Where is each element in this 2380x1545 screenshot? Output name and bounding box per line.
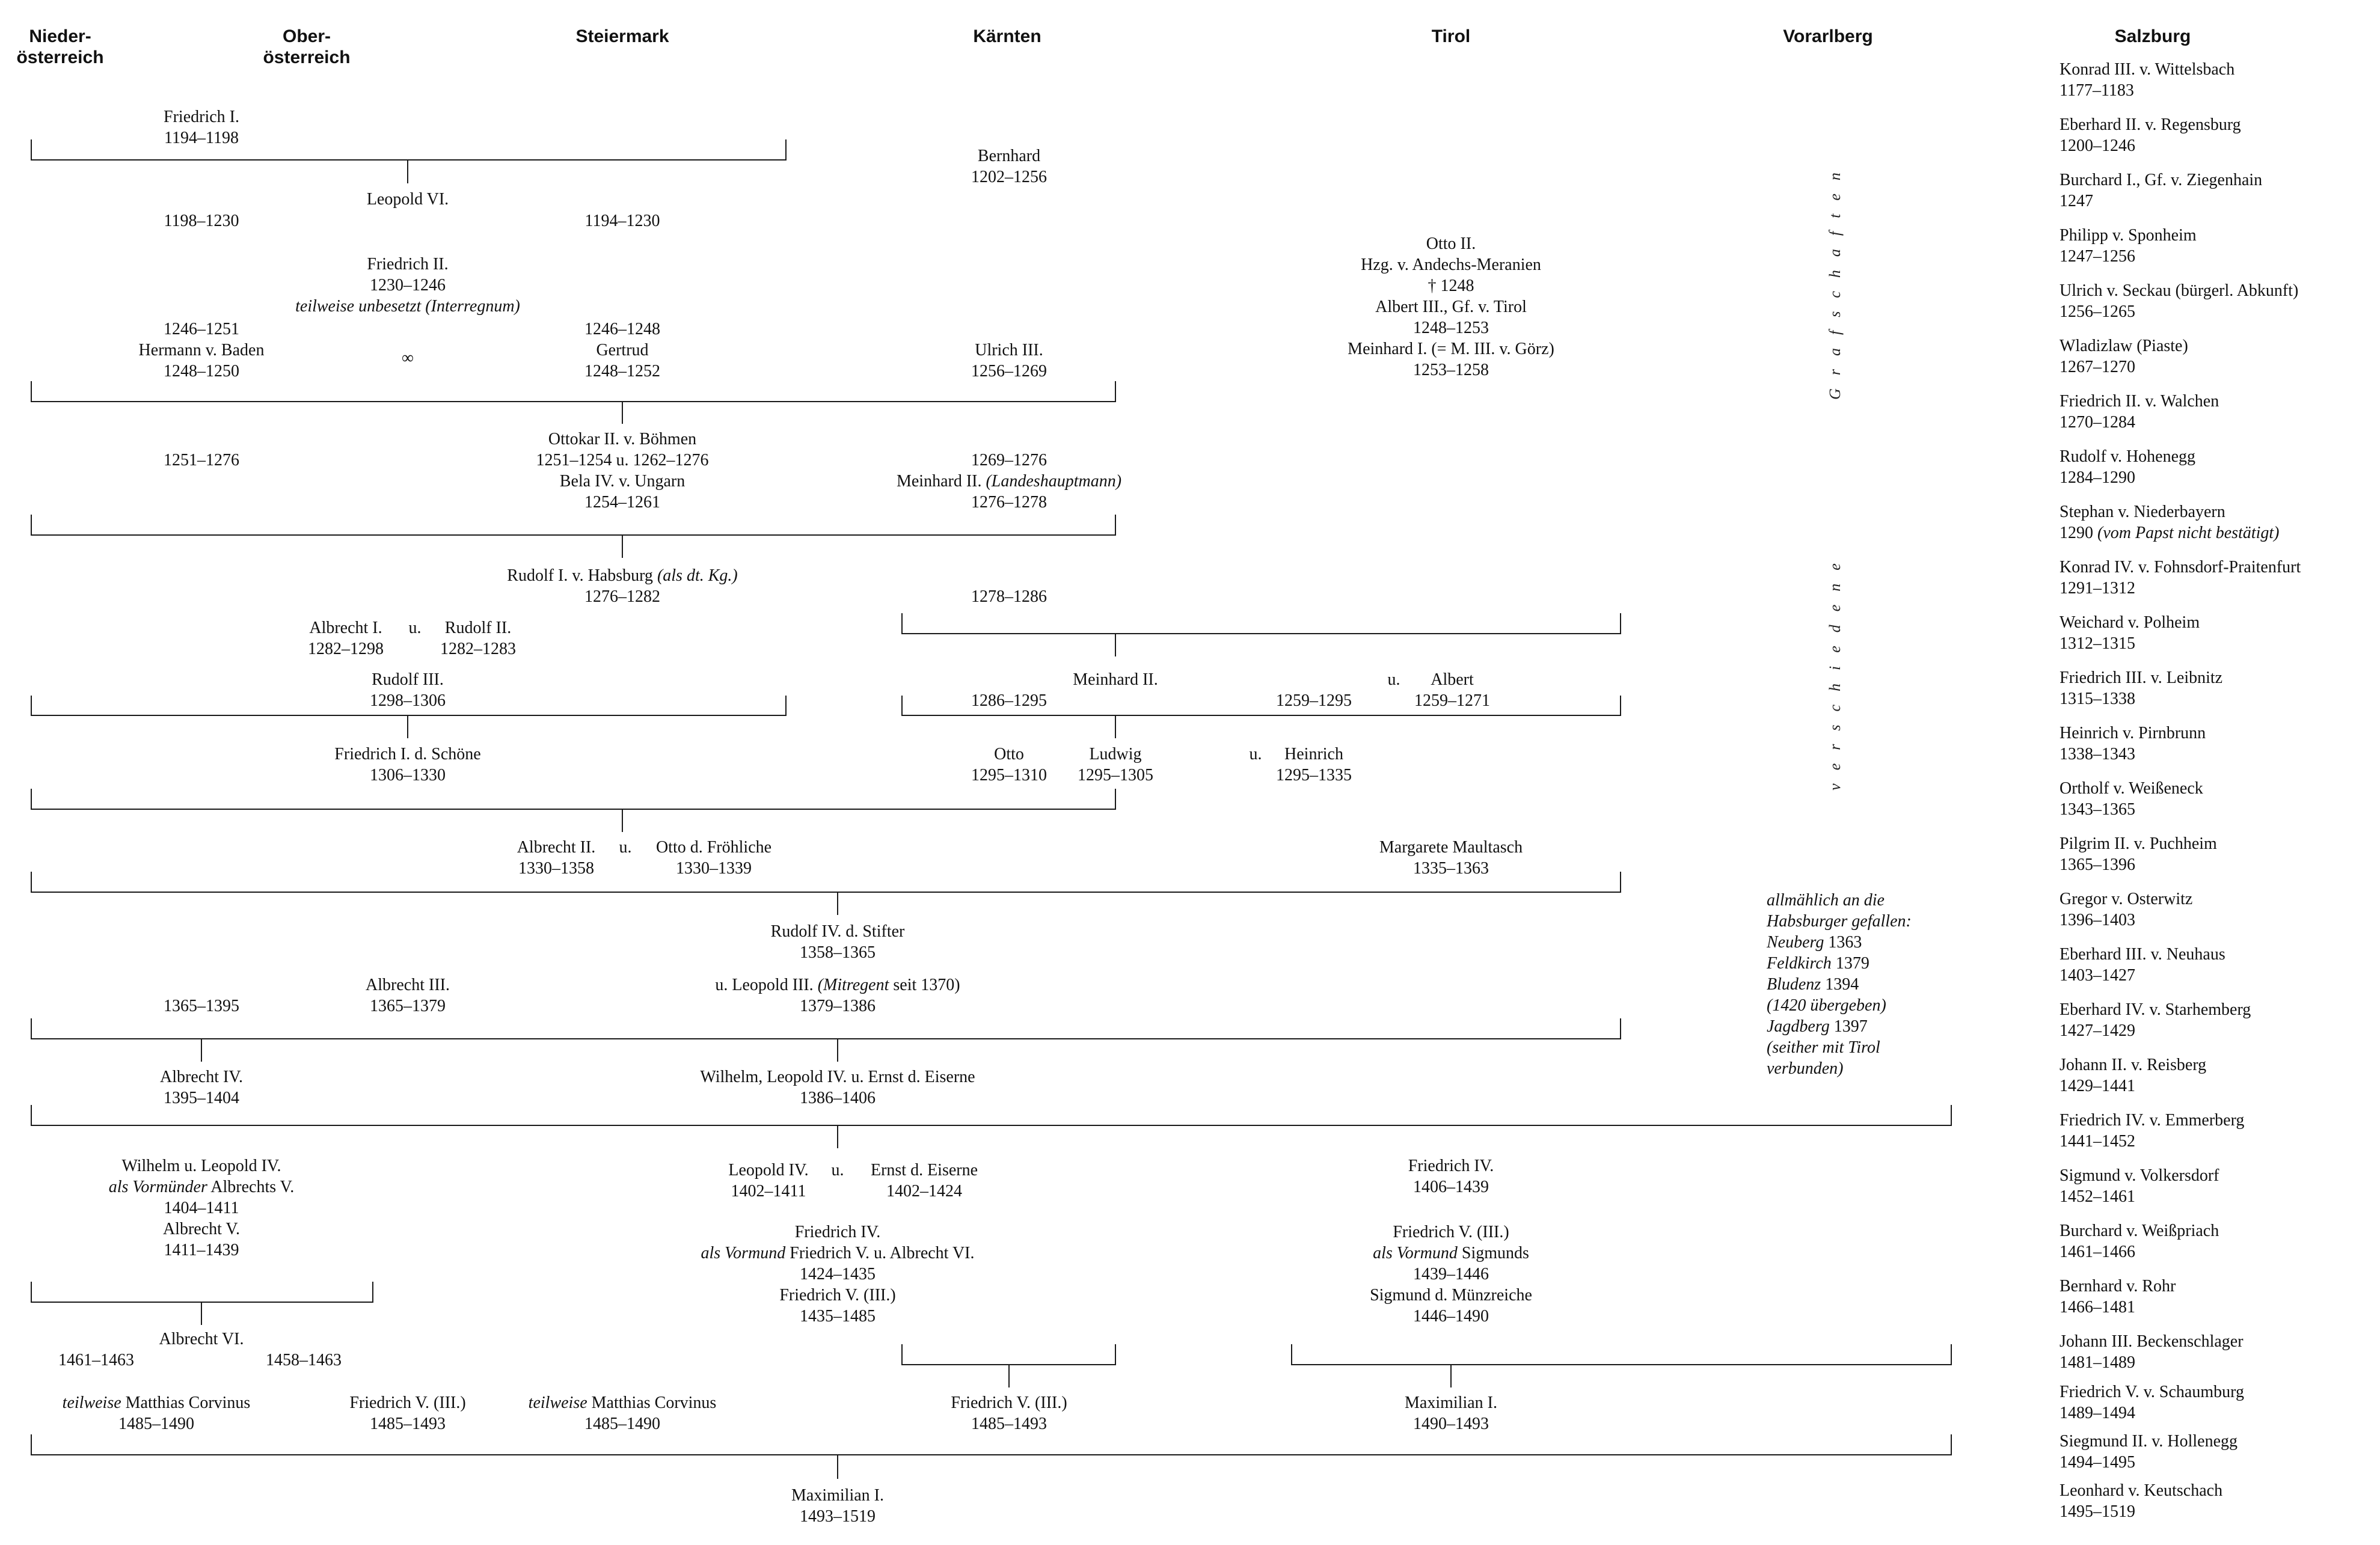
entry-margarete-maultasch: Margarete Maultasch 1335–1363	[1379, 838, 1523, 878]
bludenz-year: 1394	[1825, 975, 1859, 994]
entry-maximilian-1: Maximilian I. 1493–1519	[791, 1486, 884, 1526]
salzburg-friedrich-2: Friedrich II. v. Walchen 1270–1284	[2059, 392, 2219, 432]
entry-matthias-corvinus-st-years: 1485–1490	[584, 1415, 660, 1433]
entry-ernst-eiserne: Ernst d. Eiserne 1402–1424	[870, 1161, 978, 1201]
salzburg-sigmund: Sigmund v. Volkersdorf 1452–1461	[2059, 1166, 2219, 1206]
vorarlberg-bludenz	[1767, 974, 1859, 995]
salzburg-friedrich-5: Friedrich V. v. Schaumburg 1489–1494	[2059, 1383, 2244, 1422]
vorarlberg-feldkirch	[1767, 953, 1869, 974]
neuberg-year: 1363	[1828, 933, 1862, 952]
entry-vormuender-albrecht-5	[109, 1176, 295, 1198]
matthias-corvinus-no-name: Matthias Corvinus	[121, 1394, 251, 1412]
als-vormuender-note: als Vormünder	[108, 1178, 207, 1196]
salzburg-friedrich-4: Friedrich IV. v. Emmerberg 1441–1452	[2059, 1111, 2245, 1151]
salzburg-burchard-1: Burchard I., Gf. v. Ziegenhain 1247	[2059, 171, 2263, 210]
entry-leopold-6-no-years: 1198–1230	[164, 212, 239, 230]
entry-wilhelm-leopold-ernst: Wilhelm, Leopold IV. u. Ernst d. Eiserne 1386–1406	[700, 1068, 975, 1107]
entry-kaernten-1269: 1269–1276	[971, 451, 1047, 470]
bracket-kaernten-tirol-1286	[902, 613, 1621, 656]
entry-ulrich-3: Ulrich III. 1256–1269	[971, 341, 1047, 381]
header-tirol: Tirol	[1431, 26, 1471, 46]
salzburg-philipp: Philipp v. Sponheim 1247–1256	[2059, 226, 2197, 266]
entry-friedrich-schoene: Friedrich I. d. Schöne 1306–1330	[334, 745, 481, 785]
entry-friedrich-5-tirol: Friedrich V. (III.)	[1393, 1223, 1509, 1241]
entry-leopold-3	[715, 974, 960, 996]
bracket-1251	[31, 381, 1115, 424]
bludenz-name: Bludenz	[1767, 975, 1821, 994]
entry-leopold-6: Leopold VI.	[366, 190, 449, 209]
leopold-3-name: u. Leopold III.	[715, 976, 818, 994]
entry-friedrich-5-oo: Friedrich V. (III.) 1485–1493	[349, 1394, 466, 1433]
bracket-1490-tirol	[1292, 1344, 1951, 1387]
salzburg-eberhard-4: Eberhard IV. v. Starhemberg 1427–1429	[2059, 1000, 2251, 1040]
header-salzburg: Salzburg	[2114, 26, 2191, 46]
entry-ottokar-no-years: 1251–1276	[164, 451, 239, 470]
salzburg-friedrich-3: Friedrich III. v. Leibnitz 1315–1338	[2059, 668, 2223, 708]
bracket-1485-kaernten	[902, 1344, 1115, 1387]
salzburg-ulrich: Ulrich v. Seckau (bürgerl. Abkunft) 1256–1265	[2059, 281, 2299, 321]
entry-friedrich-4-steiermark: Friedrich IV.	[794, 1223, 881, 1241]
entry-matthias-corvinus-no	[63, 1392, 251, 1413]
stephan-note: (vom Papst nicht bestätigt)	[2093, 524, 2280, 542]
salzburg-eberhard-3: Eberhard III. v. Neuhaus 1403–1427	[2059, 945, 2225, 985]
entry-sigmund-muenzreiche: Sigmund d. Münzreiche 1446–1490	[1370, 1286, 1532, 1326]
salzburg-weichard: Weichard v. Polheim 1312–1315	[2059, 613, 2200, 653]
rudolf-1-name: Rudolf I. v. Habsburg	[507, 566, 657, 585]
entry-hermann: Hermann v. Baden 1248–1250	[138, 341, 265, 381]
conj-meinhard-albert: u.	[1387, 670, 1400, 689]
albrechts-5: Albrechts V.	[207, 1178, 295, 1196]
header-vorarlberg: Vorarlberg	[1783, 26, 1873, 46]
entry-albrecht-5: Albrecht V. 1411–1439	[162, 1220, 241, 1259]
feldkirch-name: Feldkirch	[1767, 954, 1832, 973]
vorarlberg-grafschaften: Grafschaften	[1826, 159, 1844, 400]
entry-ottokar-bela: Ottokar II. v. Böhmen 1251–1254 u. 1262–1276 Bela IV. v. Ungarn 1254–1261	[536, 430, 709, 512]
conj-leopold4-ernst: u.	[831, 1161, 844, 1179]
entry-bernhard: Bernhard 1202–1256	[971, 147, 1047, 186]
salzburg-johann-2: Johann II. v. Reisberg 1429–1441	[2059, 1056, 2207, 1095]
entry-rudolf-3: Rudolf III. 1298–1306	[370, 670, 446, 710]
entry-gertrud: Gertrud 1248–1252	[584, 341, 660, 381]
entry-hermann-years: 1246–1251	[164, 320, 239, 338]
salzburg-leonhard: Leonhard v. Keutschach 1495–1519	[2059, 1481, 2223, 1521]
entry-heinrich: Heinrich 1295–1335	[1276, 745, 1352, 785]
vorarlberg-neuberg	[1767, 932, 1862, 953]
entry-gertrud-years: 1246–1248	[584, 320, 660, 338]
salzburg-siegmund-2: Siegmund II. v. Hollenegg 1494–1495	[2059, 1432, 2238, 1472]
note-interregnum: teilweise unbesetzt (Interregnum)	[295, 297, 520, 316]
jagdberg-year: 1397	[1833, 1017, 1868, 1036]
salzburg-konrad-4: Konrad IV. v. Fohnsdorf-Praitenfurt 1291–1312	[2059, 558, 2301, 598]
teilweise-note-1: teilweise	[62, 1394, 121, 1412]
teilweise-note-2: teilweise	[528, 1394, 587, 1412]
entry-friedrich-5-kaernten: Friedrich V. (III.) 1485–1493	[951, 1394, 1067, 1433]
stephan-year: 1290	[2059, 524, 2093, 542]
salzburg-stephan: Stephan v. Niederbayern	[2059, 503, 2225, 521]
entry-rudolf-1	[507, 565, 737, 586]
entry-matthias-corvinus-st	[529, 1392, 717, 1413]
entry-matthias-corvinus-no-years: 1485–1490	[118, 1415, 194, 1433]
entry-friedrich-5-tirol-years: 1439–1446	[1413, 1265, 1489, 1283]
matthias-corvinus-st-name: Matthias Corvinus	[587, 1394, 717, 1412]
salzburg-ortholf: Ortholf v. Weißeneck 1343–1365	[2059, 779, 2203, 819]
neuberg-name: Neuberg	[1767, 933, 1824, 952]
vorarlberg-habsburg-intro: allmählich an die Habsburger gefallen:	[1767, 891, 1912, 931]
entry-leopold-6-st-years: 1194–1230	[584, 212, 660, 230]
entry-albert: Albert 1259–1271	[1414, 670, 1490, 710]
meinhard-2-name: Meinhard II.	[896, 472, 986, 491]
bracket-1276	[31, 515, 1115, 558]
bracket-1330	[31, 789, 1115, 832]
entry-friedrich-4-steiermark-years: 1424–1435	[800, 1265, 876, 1283]
als-vormund-note-2: als Vormund	[1373, 1244, 1458, 1262]
bracket-1198	[31, 139, 786, 183]
salzburg-rudolf: Rudolf v. Hohenegg 1284–1290	[2059, 447, 2196, 487]
vormund-friedrich5-albrecht6-text: Friedrich V. u. Albrecht VI.	[785, 1244, 975, 1262]
mitregent-note: (Mitregent	[817, 976, 889, 994]
entry-wilhelm-leopold-years: 1404–1411	[164, 1199, 239, 1217]
marriage-symbol: ∞	[402, 349, 414, 367]
entry-albrecht-6-no-years: 1461–1463	[58, 1351, 134, 1369]
entry-ludwig: Ludwig 1295–1305	[1078, 745, 1153, 785]
entry-meinhard-2-lh-years: 1276–1278	[971, 493, 1047, 512]
entry-otto-froehliche: Otto d. Fröhliche 1330–1339	[655, 838, 772, 878]
entry-albrecht-6-oo-years: 1458–1463	[266, 1351, 342, 1369]
jagdberg-name: Jagdberg	[1767, 1017, 1830, 1036]
entry-maximilian-tirol: Maximilian I. 1490–1493	[1405, 1394, 1497, 1433]
entry-wilhelm-leopold-4: Wilhelm u. Leopold IV.	[121, 1157, 281, 1175]
header-niederoesterreich: Nieder- österreich	[16, 26, 104, 67]
bracket-1386	[31, 1018, 1621, 1062]
als-vormund-note-1: als Vormund	[701, 1244, 786, 1262]
entry-albrecht-6: Albrecht VI.	[159, 1330, 244, 1348]
salzburg-gregor: Gregor v. Osterwitz 1396–1403	[2059, 890, 2193, 929]
entry-friedrich-4-tirol: Friedrich IV. 1406–1439	[1408, 1157, 1494, 1196]
entry-albrecht-3-no-years: 1365–1395	[164, 997, 239, 1015]
entry-otto: Otto 1295–1310	[971, 745, 1047, 785]
bracket-1493	[31, 1434, 1951, 1479]
entry-meinhard-2-landeshauptmann	[897, 471, 1121, 492]
entry-rudolf-4: Rudolf IV. d. Stifter 1358–1365	[770, 922, 905, 962]
bracket-1406	[31, 1105, 1951, 1148]
header-steiermark: Steiermark	[575, 26, 669, 46]
feldkirch-year: 1379	[1835, 954, 1869, 973]
entry-vormund-friedrich5-albrecht6	[701, 1243, 975, 1264]
entry-albrecht-2: Albrecht II. 1330–1358	[517, 838, 596, 878]
salzburg-wladizlaw: Wladizlaw (Piaste) 1267–1270	[2059, 337, 2188, 376]
header-oberoesterreich: Ober- österreich	[263, 26, 351, 67]
entry-friedrich-5-steiermark: Friedrich V. (III.) 1435–1485	[779, 1286, 896, 1326]
entry-rudolf-1-years: 1276–1282	[584, 587, 660, 606]
vorarlberg-jagdberg	[1767, 1016, 1868, 1037]
entry-leopold-4: Leopold IV. 1402–1411	[728, 1161, 809, 1201]
vorarlberg-jagdberg-note: (seither mit Tirol verbunden)	[1767, 1038, 1880, 1078]
salzburg-pilgrim-2: Pilgrim II. v. Puchheim 1365–1396	[2059, 834, 2217, 874]
leopold-3-since: seit 1370)	[889, 976, 960, 994]
entry-meinhard-2-t-years: 1259–1295	[1276, 691, 1352, 710]
conj-albrecht-rudolf: u.	[408, 619, 422, 637]
entry-kaernten-1278: 1278–1286	[971, 587, 1047, 606]
rudolf-1-note: (als dt. Kg.)	[657, 566, 738, 585]
salzburg-eberhard-2: Eberhard II. v. Regensburg 1200–1246	[2059, 115, 2241, 155]
entry-friedrich-1: Friedrich I. 1194–1198	[164, 108, 239, 147]
entry-rudolf-2: Rudolf II. 1282–1283	[440, 619, 516, 658]
entry-meinhard-2: Meinhard II.	[1073, 670, 1158, 689]
entry-albrecht-3: Albrecht III. 1365–1379	[366, 976, 450, 1015]
entry-meinhard-2-k-years: 1286–1295	[971, 691, 1047, 710]
entry-leopold-3-years: 1379–1386	[800, 997, 876, 1015]
entry-friedrich-2: Friedrich II. 1230–1246	[367, 255, 449, 295]
vorarlberg-verschiedene: verschiedene	[1826, 550, 1844, 791]
bracket-1439	[31, 1282, 373, 1325]
entry-albrecht-4: Albrecht IV. 1395–1404	[160, 1068, 243, 1107]
salzburg-konrad-3: Konrad III. v. Wittelsbach 1177–1183	[2059, 60, 2235, 100]
vormund-sigmunds-text: Sigmunds	[1457, 1244, 1529, 1262]
header-kaernten: Kärnten	[973, 26, 1041, 46]
salzburg-heinrich: Heinrich v. Pirnbrunn 1338–1343	[2059, 724, 2206, 763]
salzburg-johann-3: Johann III. Beckenschlager 1481–1489	[2059, 1332, 2244, 1372]
vorarlberg-bludenz-note: (1420 übergeben)	[1767, 996, 1886, 1015]
conj-ludwig-heinrich: u.	[1249, 745, 1262, 763]
salzburg-burchard-weisspriach: Burchard v. Weißpriach 1461–1466	[2059, 1222, 2219, 1261]
entry-tirol-otto-albert-meinhard: Otto II. Hzg. v. Andechs-Meranien † 1248 Albert III., Gf. v. Tirol 1248–1253 Meinhard I. (= M. III. v. Görz) 1253–1258	[1348, 234, 1554, 379]
landeshauptmann-note: (Landeshauptmann)	[986, 472, 1122, 491]
conj-albrecht2-otto: u.	[619, 838, 632, 857]
entry-albrecht-1: Albrecht I. 1282–1298	[308, 619, 384, 658]
salzburg-stephan-years	[2059, 522, 2280, 543]
entry-vormund-sigmunds	[1373, 1243, 1529, 1264]
salzburg-bernhard: Bernhard v. Rohr 1466–1481	[2059, 1277, 2176, 1317]
